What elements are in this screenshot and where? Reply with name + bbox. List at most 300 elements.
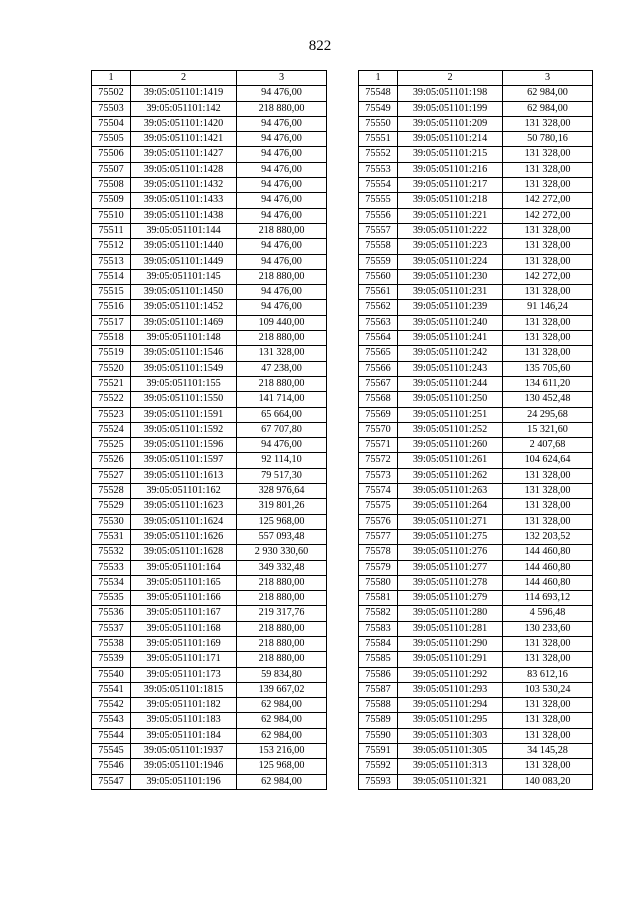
record-number: 75574 bbox=[359, 484, 398, 499]
cadastral-number: 39:05:051101:182 bbox=[131, 698, 237, 713]
record-number: 75573 bbox=[359, 468, 398, 483]
cadastral-number: 39:05:051101:1469 bbox=[131, 315, 237, 330]
cadastral-number: 39:05:051101:142 bbox=[131, 101, 237, 116]
table-row bbox=[92, 774, 327, 789]
table-row bbox=[92, 545, 327, 560]
cadastral-value: 103 530,24 bbox=[503, 682, 593, 697]
record-number: 75523 bbox=[92, 407, 131, 422]
cadastral-number: 39:05:051101:169 bbox=[131, 636, 237, 651]
record-number: 75541 bbox=[92, 682, 131, 697]
cadastral-value: 94 476,00 bbox=[237, 86, 327, 101]
table-row bbox=[92, 713, 327, 728]
cadastral-number: 39:05:051101:260 bbox=[398, 438, 503, 453]
record-number: 75585 bbox=[359, 652, 398, 667]
record-number: 75507 bbox=[92, 162, 131, 177]
table-row bbox=[92, 392, 327, 407]
cadastral-value: 47 238,00 bbox=[237, 361, 327, 376]
table-row bbox=[359, 499, 593, 514]
column-header: 3 bbox=[237, 71, 327, 86]
table-row bbox=[359, 239, 593, 254]
cadastral-value: 94 476,00 bbox=[237, 208, 327, 223]
cadastral-number: 39:05:051101:251 bbox=[398, 407, 503, 422]
record-number: 75555 bbox=[359, 193, 398, 208]
record-number: 75562 bbox=[359, 300, 398, 315]
cadastral-value: 131 328,00 bbox=[503, 713, 593, 728]
table-row bbox=[359, 315, 593, 330]
cadastral-value: 130 452,48 bbox=[503, 392, 593, 407]
table-row bbox=[359, 331, 593, 346]
cadastral-value: 131 328,00 bbox=[503, 484, 593, 499]
table-row bbox=[359, 606, 593, 621]
record-number: 75521 bbox=[92, 376, 131, 391]
record-number: 75556 bbox=[359, 208, 398, 223]
table-row bbox=[359, 269, 593, 284]
record-number: 75524 bbox=[92, 422, 131, 437]
record-number: 75590 bbox=[359, 728, 398, 743]
record-number: 75563 bbox=[359, 315, 398, 330]
record-number: 75578 bbox=[359, 545, 398, 560]
table-row bbox=[92, 499, 327, 514]
record-number: 75545 bbox=[92, 744, 131, 759]
record-number: 75586 bbox=[359, 667, 398, 682]
cadastral-number: 39:05:051101:218 bbox=[398, 193, 503, 208]
cadastral-number: 39:05:051101:1450 bbox=[131, 285, 237, 300]
cadastral-number: 39:05:051101:1440 bbox=[131, 239, 237, 254]
record-number: 75540 bbox=[92, 667, 131, 682]
cadastral-number: 39:05:051101:162 bbox=[131, 484, 237, 499]
cadastral-value: 218 880,00 bbox=[237, 591, 327, 606]
record-number: 75583 bbox=[359, 621, 398, 636]
table-row bbox=[359, 438, 593, 453]
cadastral-number: 39:05:051101:145 bbox=[131, 269, 237, 284]
table-row bbox=[92, 636, 327, 651]
cadastral-number: 39:05:051101:1937 bbox=[131, 744, 237, 759]
table-row bbox=[92, 193, 327, 208]
record-number: 75569 bbox=[359, 407, 398, 422]
record-number: 75547 bbox=[92, 774, 131, 789]
record-number: 75565 bbox=[359, 346, 398, 361]
record-number: 75559 bbox=[359, 254, 398, 269]
cadastral-number: 39:05:051101:1596 bbox=[131, 438, 237, 453]
cadastral-value: 131 328,00 bbox=[503, 652, 593, 667]
cadastral-value: 92 114,10 bbox=[237, 453, 327, 468]
record-number: 75593 bbox=[359, 774, 398, 789]
cadastral-value: 218 880,00 bbox=[237, 575, 327, 590]
record-number: 75539 bbox=[92, 652, 131, 667]
cadastral-value: 94 476,00 bbox=[237, 300, 327, 315]
record-number: 75534 bbox=[92, 575, 131, 590]
record-number: 75542 bbox=[92, 698, 131, 713]
record-number: 75560 bbox=[359, 269, 398, 284]
cadastral-value: 141 714,00 bbox=[237, 392, 327, 407]
cadastral-number: 39:05:051101:1550 bbox=[131, 392, 237, 407]
record-number: 75543 bbox=[92, 713, 131, 728]
table-row bbox=[92, 759, 327, 774]
cadastral-value: 62 984,00 bbox=[237, 774, 327, 789]
record-number: 75551 bbox=[359, 132, 398, 147]
cadastral-value: 131 328,00 bbox=[503, 147, 593, 162]
cadastral-number: 39:05:051101:264 bbox=[398, 499, 503, 514]
table-row bbox=[92, 223, 327, 238]
cadastral-value: 131 328,00 bbox=[503, 468, 593, 483]
cadastral-number: 39:05:051101:173 bbox=[131, 667, 237, 682]
record-number: 75549 bbox=[359, 101, 398, 116]
cadastral-value: 319 801,26 bbox=[237, 499, 327, 514]
table-row bbox=[92, 728, 327, 743]
cadastral-number: 39:05:051101:164 bbox=[131, 560, 237, 575]
table-row bbox=[359, 744, 593, 759]
cadastral-value: 62 984,00 bbox=[503, 101, 593, 116]
table-row bbox=[92, 300, 327, 315]
table-row bbox=[359, 636, 593, 651]
record-number: 75533 bbox=[92, 560, 131, 575]
cadastral-number: 39:05:051101:231 bbox=[398, 285, 503, 300]
table-row bbox=[359, 698, 593, 713]
cadastral-value: 132 203,52 bbox=[503, 529, 593, 544]
cadastral-value: 131 328,00 bbox=[503, 728, 593, 743]
record-number: 75532 bbox=[92, 545, 131, 560]
table-row bbox=[359, 759, 593, 774]
table-row bbox=[359, 86, 593, 101]
cadastral-number: 39:05:051101:216 bbox=[398, 162, 503, 177]
cadastral-value: 153 216,00 bbox=[237, 744, 327, 759]
cadastral-value: 59 834,80 bbox=[237, 667, 327, 682]
cadastral-number: 39:05:051101:1624 bbox=[131, 514, 237, 529]
cadastral-value: 91 146,24 bbox=[503, 300, 593, 315]
table-row bbox=[92, 621, 327, 636]
cadastral-value: 218 880,00 bbox=[237, 621, 327, 636]
cadastral-value: 131 328,00 bbox=[503, 499, 593, 514]
register-table-right bbox=[358, 70, 593, 790]
cadastral-value: 94 476,00 bbox=[237, 162, 327, 177]
record-number: 75528 bbox=[92, 484, 131, 499]
cadastral-number: 39:05:051101:224 bbox=[398, 254, 503, 269]
cadastral-value: 131 328,00 bbox=[503, 254, 593, 269]
cadastral-number: 39:05:051101:1597 bbox=[131, 453, 237, 468]
cadastral-value: 144 460,80 bbox=[503, 560, 593, 575]
table-row bbox=[359, 453, 593, 468]
table-row bbox=[359, 208, 593, 223]
table-row bbox=[92, 147, 327, 162]
record-number: 75572 bbox=[359, 453, 398, 468]
table-row bbox=[359, 575, 593, 590]
record-number: 75511 bbox=[92, 223, 131, 238]
record-number: 75526 bbox=[92, 453, 131, 468]
cadastral-number: 39:05:051101:183 bbox=[131, 713, 237, 728]
table-row bbox=[359, 621, 593, 636]
table-row bbox=[92, 239, 327, 254]
cadastral-value: 94 476,00 bbox=[237, 193, 327, 208]
table-row bbox=[359, 407, 593, 422]
cadastral-value: 219 317,76 bbox=[237, 606, 327, 621]
cadastral-number: 39:05:051101:241 bbox=[398, 331, 503, 346]
record-number: 75527 bbox=[92, 468, 131, 483]
cadastral-number: 39:05:051101:239 bbox=[398, 300, 503, 315]
cadastral-number: 39:05:051101:292 bbox=[398, 667, 503, 682]
cadastral-number: 39:05:051101:1420 bbox=[131, 116, 237, 131]
record-number: 75584 bbox=[359, 636, 398, 651]
cadastral-value: 24 295,68 bbox=[503, 407, 593, 422]
cadastral-number: 39:05:051101:1419 bbox=[131, 86, 237, 101]
cadastral-value: 94 476,00 bbox=[237, 239, 327, 254]
table-row bbox=[92, 331, 327, 346]
record-number: 75529 bbox=[92, 499, 131, 514]
cadastral-number: 39:05:051101:281 bbox=[398, 621, 503, 636]
cadastral-number: 39:05:051101:166 bbox=[131, 591, 237, 606]
table-row bbox=[92, 667, 327, 682]
table-row bbox=[92, 453, 327, 468]
page-number: 822 bbox=[308, 38, 332, 54]
table-row bbox=[92, 346, 327, 361]
table-row bbox=[359, 514, 593, 529]
record-number: 75515 bbox=[92, 285, 131, 300]
cadastral-number: 39:05:051101:148 bbox=[131, 331, 237, 346]
cadastral-number: 39:05:051101:313 bbox=[398, 759, 503, 774]
table-row bbox=[359, 667, 593, 682]
cadastral-number: 39:05:051101:1432 bbox=[131, 178, 237, 193]
cadastral-value: 135 705,60 bbox=[503, 361, 593, 376]
cadastral-value: 94 476,00 bbox=[237, 285, 327, 300]
cadastral-value: 218 880,00 bbox=[237, 101, 327, 116]
record-number: 75548 bbox=[359, 86, 398, 101]
cadastral-value: 131 328,00 bbox=[503, 223, 593, 238]
cadastral-number: 39:05:051101:196 bbox=[131, 774, 237, 789]
table-row bbox=[359, 591, 593, 606]
cadastral-value: 104 624,64 bbox=[503, 453, 593, 468]
record-number: 75519 bbox=[92, 346, 131, 361]
record-number: 75564 bbox=[359, 331, 398, 346]
cadastral-number: 39:05:051101:230 bbox=[398, 269, 503, 284]
cadastral-number: 39:05:051101:290 bbox=[398, 636, 503, 651]
table-row bbox=[359, 484, 593, 499]
record-number: 75552 bbox=[359, 147, 398, 162]
cadastral-value: 4 596,48 bbox=[503, 606, 593, 621]
table-row bbox=[359, 728, 593, 743]
record-number: 75576 bbox=[359, 514, 398, 529]
table-row bbox=[92, 361, 327, 376]
record-number: 75502 bbox=[92, 86, 131, 101]
record-number: 75567 bbox=[359, 376, 398, 391]
cadastral-number: 39:05:051101:215 bbox=[398, 147, 503, 162]
table-header-row bbox=[92, 71, 327, 86]
cadastral-number: 39:05:051101:1428 bbox=[131, 162, 237, 177]
record-number: 75516 bbox=[92, 300, 131, 315]
cadastral-value: 557 093,48 bbox=[237, 529, 327, 544]
cadastral-value: 125 968,00 bbox=[237, 759, 327, 774]
column-header: 1 bbox=[359, 71, 398, 86]
cadastral-number: 39:05:051101:222 bbox=[398, 223, 503, 238]
cadastral-value: 139 667,02 bbox=[237, 682, 327, 697]
cadastral-value: 131 328,00 bbox=[503, 636, 593, 651]
cadastral-number: 39:05:051101:261 bbox=[398, 453, 503, 468]
table-row bbox=[359, 774, 593, 789]
cadastral-value: 65 664,00 bbox=[237, 407, 327, 422]
cadastral-number: 39:05:051101:263 bbox=[398, 484, 503, 499]
cadastral-value: 62 984,00 bbox=[503, 86, 593, 101]
record-number: 75517 bbox=[92, 315, 131, 330]
table-row bbox=[359, 468, 593, 483]
cadastral-number: 39:05:051101:291 bbox=[398, 652, 503, 667]
table-header-row bbox=[359, 71, 593, 86]
table-row bbox=[92, 652, 327, 667]
cadastral-value: 131 328,00 bbox=[503, 162, 593, 177]
table-row bbox=[92, 101, 327, 116]
table-row bbox=[359, 682, 593, 697]
cadastral-value: 94 476,00 bbox=[237, 116, 327, 131]
table-row bbox=[359, 116, 593, 131]
table-row bbox=[359, 560, 593, 575]
cadastral-value: 131 328,00 bbox=[503, 315, 593, 330]
table-row bbox=[92, 682, 327, 697]
table-row bbox=[92, 178, 327, 193]
cadastral-value: 94 476,00 bbox=[237, 147, 327, 162]
cadastral-number: 39:05:051101:271 bbox=[398, 514, 503, 529]
cadastral-value: 79 517,30 bbox=[237, 468, 327, 483]
cadastral-value: 125 968,00 bbox=[237, 514, 327, 529]
cadastral-number: 39:05:051101:209 bbox=[398, 116, 503, 131]
cadastral-number: 39:05:051101:168 bbox=[131, 621, 237, 636]
cadastral-value: 131 328,00 bbox=[503, 698, 593, 713]
record-number: 75592 bbox=[359, 759, 398, 774]
record-number: 75536 bbox=[92, 606, 131, 621]
table-row bbox=[359, 285, 593, 300]
cadastral-value: 131 328,00 bbox=[503, 285, 593, 300]
record-number: 75522 bbox=[92, 392, 131, 407]
cadastral-value: 142 272,00 bbox=[503, 193, 593, 208]
record-number: 75582 bbox=[359, 606, 398, 621]
record-number: 75504 bbox=[92, 116, 131, 131]
record-number: 75550 bbox=[359, 116, 398, 131]
table-row bbox=[359, 392, 593, 407]
cadastral-number: 39:05:051101:199 bbox=[398, 101, 503, 116]
table-row bbox=[359, 162, 593, 177]
table-row bbox=[92, 698, 327, 713]
table-row bbox=[92, 116, 327, 131]
cadastral-value: 94 476,00 bbox=[237, 132, 327, 147]
cadastral-value: 328 976,64 bbox=[237, 484, 327, 499]
cadastral-number: 39:05:051101:1433 bbox=[131, 193, 237, 208]
table-row bbox=[359, 147, 593, 162]
table-row bbox=[92, 529, 327, 544]
record-number: 75530 bbox=[92, 514, 131, 529]
cadastral-value: 140 083,20 bbox=[503, 774, 593, 789]
record-number: 75591 bbox=[359, 744, 398, 759]
cadastral-number: 39:05:051101:303 bbox=[398, 728, 503, 743]
cadastral-number: 39:05:051101:1815 bbox=[131, 682, 237, 697]
record-number: 75506 bbox=[92, 147, 131, 162]
cadastral-number: 39:05:051101:1592 bbox=[131, 422, 237, 437]
table-row bbox=[92, 606, 327, 621]
cadastral-value: 131 328,00 bbox=[503, 346, 593, 361]
record-number: 75520 bbox=[92, 361, 131, 376]
cadastral-value: 142 272,00 bbox=[503, 269, 593, 284]
column-header: 3 bbox=[503, 71, 593, 86]
table-row bbox=[92, 315, 327, 330]
cadastral-number: 39:05:051101:1626 bbox=[131, 529, 237, 544]
cadastral-value: 94 476,00 bbox=[237, 254, 327, 269]
cadastral-value: 62 984,00 bbox=[237, 728, 327, 743]
cadastral-value: 349 332,48 bbox=[237, 560, 327, 575]
record-number: 75538 bbox=[92, 636, 131, 651]
cadastral-number: 39:05:051101:321 bbox=[398, 774, 503, 789]
cadastral-value: 62 984,00 bbox=[237, 698, 327, 713]
cadastral-number: 39:05:051101:198 bbox=[398, 86, 503, 101]
cadastral-value: 218 880,00 bbox=[237, 376, 327, 391]
table-row bbox=[92, 86, 327, 101]
table-row bbox=[359, 223, 593, 238]
table-row bbox=[359, 529, 593, 544]
cadastral-number: 39:05:051101:278 bbox=[398, 575, 503, 590]
table-row bbox=[359, 300, 593, 315]
cadastral-value: 131 328,00 bbox=[503, 239, 593, 254]
cadastral-value: 2 407,68 bbox=[503, 438, 593, 453]
cadastral-number: 39:05:051101:1438 bbox=[131, 208, 237, 223]
record-number: 75561 bbox=[359, 285, 398, 300]
cadastral-value: 131 328,00 bbox=[503, 178, 593, 193]
record-number: 75546 bbox=[92, 759, 131, 774]
record-number: 75571 bbox=[359, 438, 398, 453]
cadastral-value: 144 460,80 bbox=[503, 545, 593, 560]
table-row bbox=[92, 484, 327, 499]
table-row bbox=[92, 514, 327, 529]
table-row bbox=[92, 422, 327, 437]
record-number: 75580 bbox=[359, 575, 398, 590]
record-number: 75558 bbox=[359, 239, 398, 254]
cadastral-value: 131 328,00 bbox=[503, 759, 593, 774]
cadastral-number: 39:05:051101:1591 bbox=[131, 407, 237, 422]
cadastral-number: 39:05:051101:250 bbox=[398, 392, 503, 407]
cadastral-value: 94 476,00 bbox=[237, 438, 327, 453]
record-number: 75513 bbox=[92, 254, 131, 269]
table-row bbox=[92, 132, 327, 147]
record-number: 75581 bbox=[359, 591, 398, 606]
cadastral-number: 39:05:051101:1427 bbox=[131, 147, 237, 162]
cadastral-value: 50 780,16 bbox=[503, 132, 593, 147]
cadastral-value: 130 233,60 bbox=[503, 621, 593, 636]
record-number: 75557 bbox=[359, 223, 398, 238]
record-number: 75505 bbox=[92, 132, 131, 147]
record-number: 75568 bbox=[359, 392, 398, 407]
cadastral-number: 39:05:051101:223 bbox=[398, 239, 503, 254]
table-row bbox=[92, 254, 327, 269]
cadastral-number: 39:05:051101:184 bbox=[131, 728, 237, 743]
cadastral-value: 114 693,12 bbox=[503, 591, 593, 606]
cadastral-number: 39:05:051101:275 bbox=[398, 529, 503, 544]
cadastral-value: 15 321,60 bbox=[503, 422, 593, 437]
cadastral-value: 131 328,00 bbox=[237, 346, 327, 361]
cadastral-number: 39:05:051101:171 bbox=[131, 652, 237, 667]
cadastral-value: 131 328,00 bbox=[503, 514, 593, 529]
record-number: 75512 bbox=[92, 239, 131, 254]
table-row bbox=[359, 101, 593, 116]
record-number: 75575 bbox=[359, 499, 398, 514]
cadastral-number: 39:05:051101:1613 bbox=[131, 468, 237, 483]
cadastral-number: 39:05:051101:155 bbox=[131, 376, 237, 391]
cadastral-number: 39:05:051101:167 bbox=[131, 606, 237, 621]
record-number: 75535 bbox=[92, 591, 131, 606]
table-row bbox=[359, 652, 593, 667]
record-number: 75509 bbox=[92, 193, 131, 208]
cadastral-number: 39:05:051101:277 bbox=[398, 560, 503, 575]
record-number: 75554 bbox=[359, 178, 398, 193]
cadastral-number: 39:05:051101:1452 bbox=[131, 300, 237, 315]
record-number: 75503 bbox=[92, 101, 131, 116]
table-row bbox=[92, 438, 327, 453]
column-header: 2 bbox=[398, 71, 503, 86]
register-table-left bbox=[91, 70, 327, 790]
cadastral-value: 62 984,00 bbox=[237, 713, 327, 728]
record-number: 75577 bbox=[359, 529, 398, 544]
